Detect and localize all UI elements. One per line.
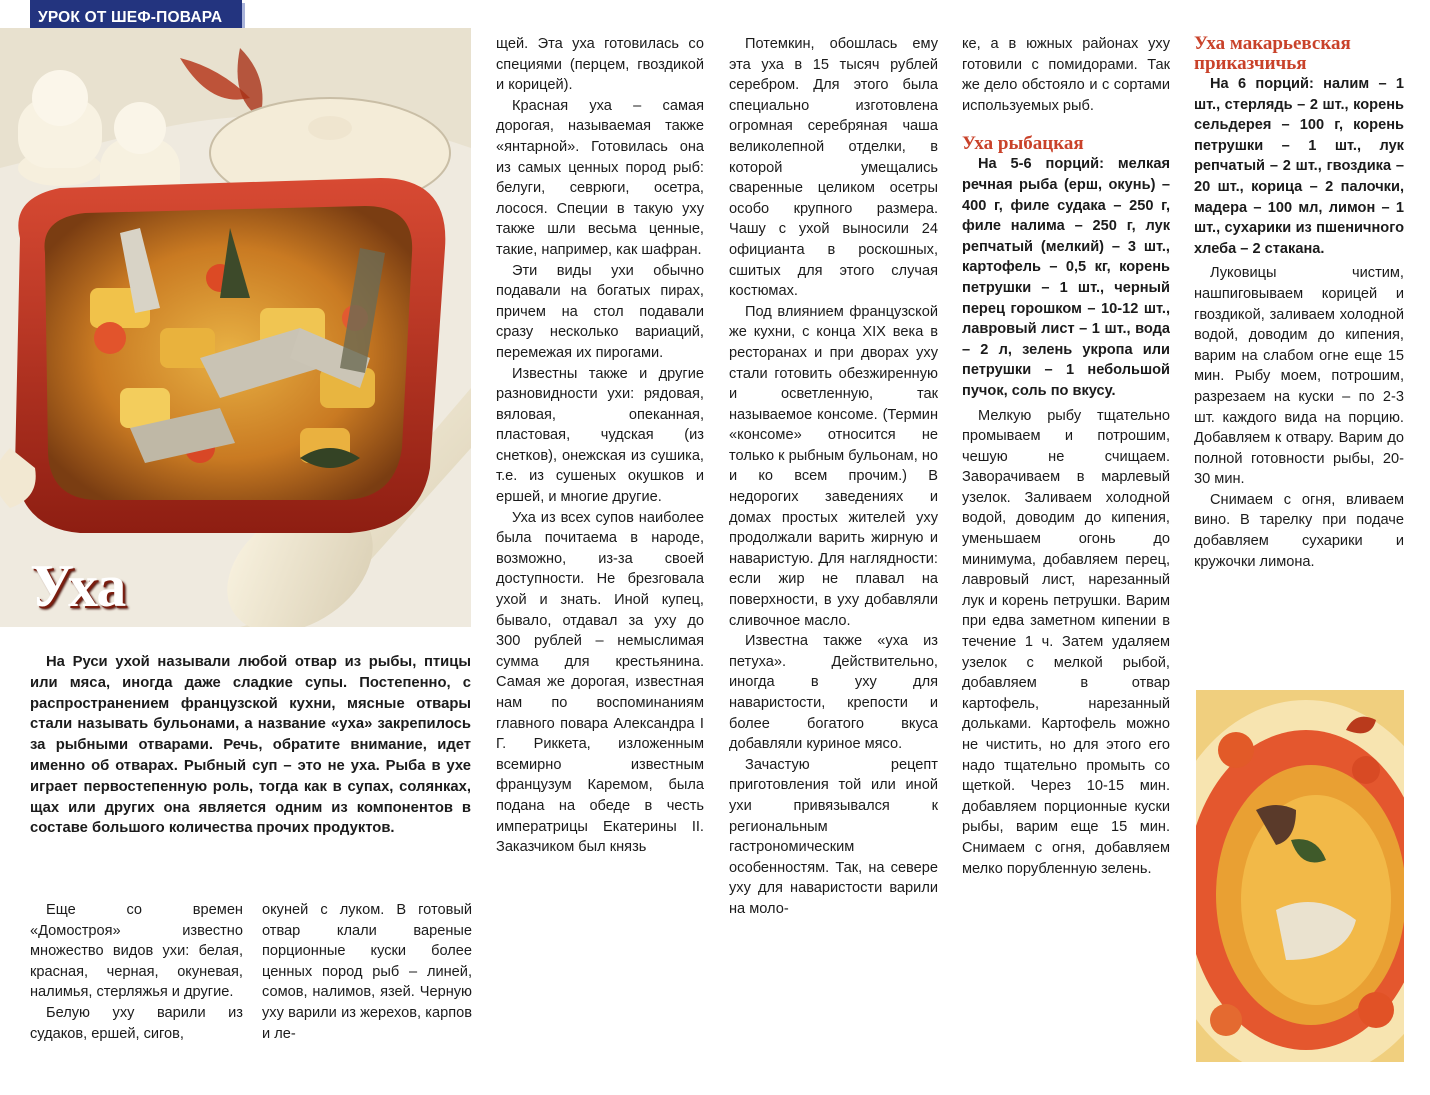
plate-photo <box>1196 690 1404 1062</box>
soup-photo <box>0 28 471 627</box>
paragraph: Зачастую рецепт приготовления той или иной ухи привязывался к региональным гастрономическим особенностям. Так, на севере уху для наваристости варили на моло- <box>729 756 938 917</box>
paragraph: щей. Эта уха готовилась со специями (перцем, гвоздикой и корицей). <box>496 36 704 94</box>
paragraph: Известна также «уха из петуха». Действительно, иногда в уху для наваристости, крепости и более богатого вкуса добавляли куриное мясо. <box>729 633 938 753</box>
plate-illustration <box>1196 690 1404 1062</box>
column-4 <box>729 34 938 1070</box>
recipe-title-rybatskaya: Уха рыбацкая <box>962 133 1084 155</box>
column-5 <box>962 34 1170 1070</box>
recipe-ingredients: На 6 порций: налим – 1 шт., стерлядь – 2 шт., корень сельдерея – 100 г, корень петрушки – 1 шт., лук репчатый – 2 шт., гвоздика – 20 шт., корица – 2 палочки, мадера – 100 мл, лимон – 1 шт., сухарики из пшеничного хлеба – 2 стакана. <box>1194 76 1404 257</box>
column-a <box>30 900 243 1070</box>
lead-paragraph: На Руси ухой называли любой отвар из рыбы, птицы или мяса, иногда даже сладкие супы. Постепенно, с распространением французской кухни, мясные отвары стали называть бульонами, а название «уха» закрепилось за рыбными отварами. Речь, обратите внимание, идет именно об отварах. Рыбный суп – это не уха. Рыба в ухе играет первостепенную роль, тогда как в супах, солянках, щах или других она является одним из компонентов в составе большого количества прочих продуктов. <box>30 654 471 837</box>
section-tag: УРОК ОТ ШЕФ-ПОВАРА <box>30 0 242 48</box>
paragraph: Известны также и другие разновидности ухи: рядовая, вяловая, опеканная, пластовая, чудская (из снетков), онежская из сушика, т.е. из сушеных окушков и ершей, и многие другие. <box>496 365 704 506</box>
recipe-method: Луковицы чистим, нашпиговываем корицей и гвоздикой, заливаем холодной водой, доводим до кипения, варим на слабом огне еще 15 мин. Рыбу моем, потрошим, разрезаем на куски – по 2-3 шт. каждого вида на порцию. Добавляем к отвару. Варим до полной готовности рыбы, 20-30 мин. <box>1194 265 1404 488</box>
column-6 <box>1194 34 1404 674</box>
paragraph: ке, а в южных районах уху готовили с помидорами. Так же дело обстояло и с сортами используемых рыб. <box>962 36 1170 114</box>
paragraph: Еще со времен «Домостроя» известно множество видов ухи: белая, красная, черная, окуневая, налимья, стерляжья и другие. <box>30 902 243 1001</box>
paragraph: Уха из всех супов наиболее была почитаема в народе, возможно, из-за своей доступности. Не брезговала ухой и знать. Иной купец, бывало, отдавал за уху до 300 рублей – немыслимая сумма для крестьянина. Самая же дорогая, известная нам по воспоминаниям главного повара Александра I Г. Риккета, изложенным всемирно известным французум Каремом, была подана на обеде в честь императрицы Екатерины II. Заказчиком был князь <box>496 509 704 856</box>
recipe-method: Мелкую рыбу тщательно промываем и потрошим, чешую не счищаем. Заворачиваем в марлевый узелок. Заливаем холодной водой, доводим до кипения, уменьшаем огонь до минимума, добавляем перец, лавровый лист, нарезанный лук и корень петрушки. Варим при едва заметном кипении в течение 1 ч. Затем удаляем узелок с мелкой рыбой, добавляем в отвар картофель, нарезанный дольками. Картофель можно не чистить, но для этого его надо тщательно промыть со щеткой. Через 10-15 мин. добавляем порционные куски рыбы, варим еще 15 мин. Снимаем с огня, добавляем мелко порубленную зелень. <box>962 407 1170 877</box>
paragraph: Эти виды ухи обычно подавали на богатых пирах, причем на стол подавали сразу несколько вариаций, перемежая их пирогами. <box>496 262 704 361</box>
recipe-title-makarevskaya: Уха макарьевская приказчичья <box>1194 34 1351 74</box>
recipe-ingredients: На 5-6 порций: мелкая речная рыба (ерш, окунь) – 400 г, филе судака – 250 г, филе налима – 250 г, лук репчатый (мелкий) – 3 шт., картофель – 0,5 кг, корень петрушки – 1 шт., черный перец горошком – 10-12 шт., лавровый лист – 1 шт., вода – 2 л, зелень укропа или петрушки – 1 небольшой пучок, соль по вкусу. <box>962 156 1170 399</box>
column-3 <box>496 34 704 1070</box>
recipe-method: Снимаем с огня, вливаем вино. В тарелку при подаче добавляем сухарики и кружочки лимона. <box>1194 491 1404 570</box>
column-b <box>262 900 472 1070</box>
paragraph: Под влиянием французской же кухни, с конца XIX века в ресторанах и при дворах уху стали готовить обезжиренную и осветленную, так называемое консоме. (Термин «консоме» относится не только к рыбным бульонам, но и ко всем прочим.) В недорогих заведениях и домах простых жителей уху продолжали варить жирную и наваристую. Для наглядности: если жир не плавал на поверхности, в уху добавляли сливочное масло. <box>729 303 938 629</box>
paragraph: Белую уху варили из судаков, ершей, сигов, <box>30 1004 243 1042</box>
paragraph: окуней с луком. В готовый отвар клали вареные порционные куски более ценных пород рыб – линей, сомов, налимов, язей. Черную уху варили из жерехов, карпов и ле- <box>262 902 472 1042</box>
soup-illustration <box>0 28 471 627</box>
article-title: Уха <box>30 553 126 619</box>
paragraph: Красная уха – самая дорогая, называемая также «янтарной». Готовилась она из самых ценных пород рыб: белуги, севрюги, осетра, лосося. Специи в такую уху также шли весьма ценные, такие, например, как шафран. <box>496 97 704 258</box>
paragraph: Потемкин, обошлась ему эта уха в 15 тысяч рублей серебром. Для этого была специально изготовлена огромная серебряная чаша великолепной отделки, в которой умещались сваренные целиком осетры особо крупного размера. Чашу с ухой выносили 24 официанта в роскошных, сшитых для этого случая костюмах. <box>729 36 938 300</box>
